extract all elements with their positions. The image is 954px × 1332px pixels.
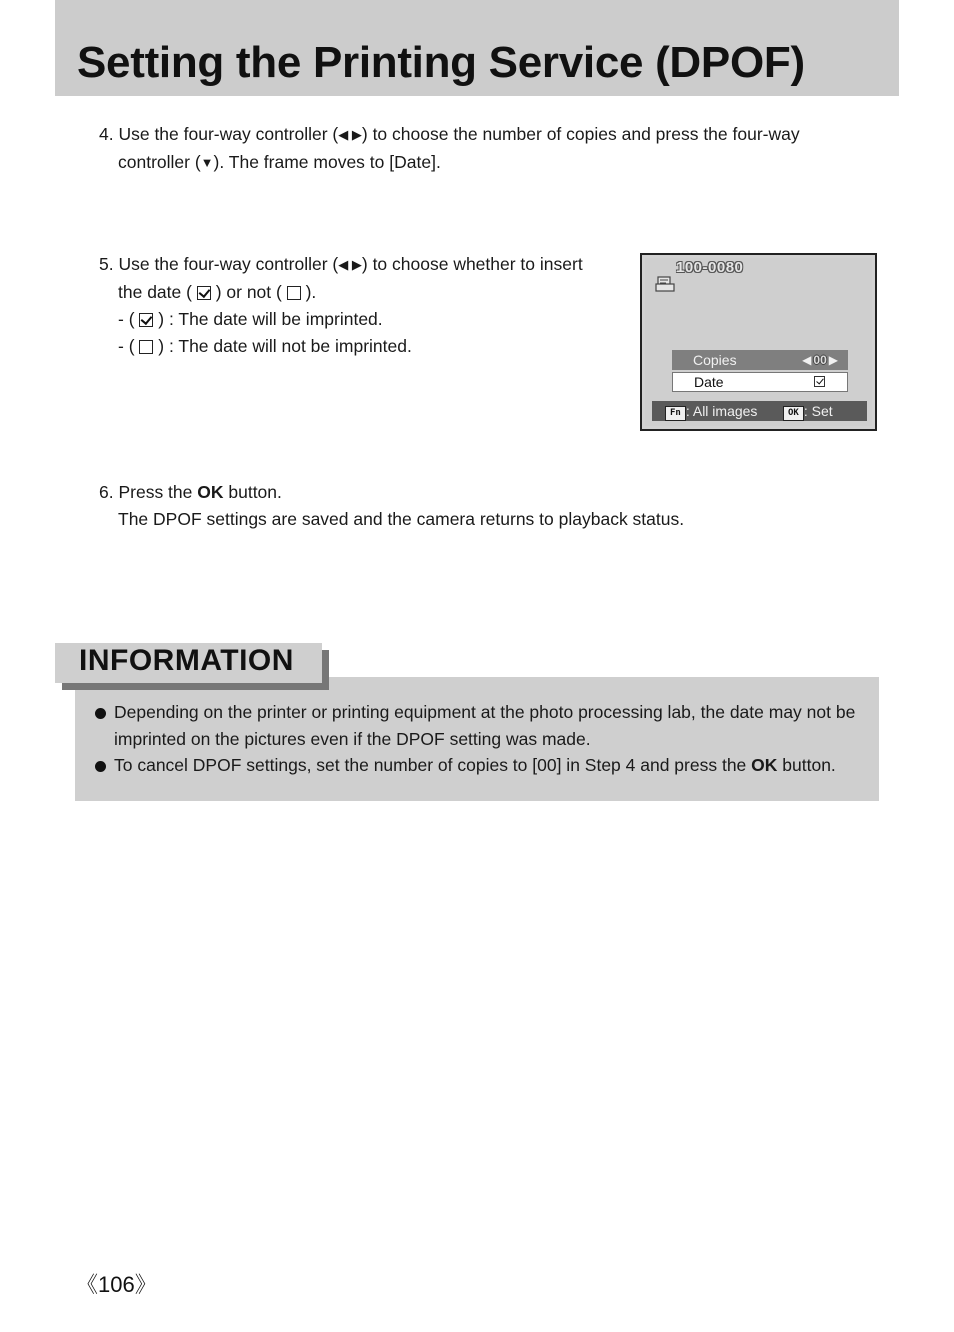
step-5-text: 5. Use the four-way controller ( [99, 254, 339, 274]
step-5-line-2 [99, 279, 583, 306]
step-5-text: ) to choose whether to insert [361, 254, 583, 274]
bullet-2-line-1 [95, 752, 836, 779]
step-5-line-3 [99, 306, 583, 333]
menu-row-date[interactable] [672, 372, 848, 392]
checked-box-icon [197, 286, 211, 300]
step-4-line-1 [99, 121, 800, 149]
step-5-text: - ( [118, 309, 135, 329]
left-right-arrow-icon: ◀ ▶ [338, 257, 362, 272]
camera-footer-bar [652, 401, 867, 421]
title-bar [55, 0, 899, 96]
step-4-text: 4. Use the four-way controller ( [99, 124, 339, 144]
down-arrow-icon: ▼ [200, 155, 214, 170]
file-number: 100-0080 [676, 259, 744, 276]
step-5-text: - ( [118, 336, 135, 356]
step-5-text: ) : The date will not be imprinted. [158, 336, 412, 356]
step-5-line-1 [99, 251, 583, 279]
ok-hint-text: : Set [803, 403, 833, 419]
ok-button-label: OK [197, 482, 224, 502]
dpof-printer-icon [655, 275, 677, 293]
step-5-line-4 [99, 333, 583, 360]
ok-hint [783, 401, 833, 421]
bullet-1-line-1: Depending on the printer or printing equipment at the photo processing lab, the date may not be [114, 702, 856, 722]
camera-lcd-screen [640, 253, 877, 431]
step-6-line-2: The DPOF settings are saved and the camera returns to playback status. [118, 509, 685, 529]
empty-box-icon [139, 340, 153, 354]
step-5 [99, 251, 583, 360]
copies-label: Copies [693, 352, 737, 368]
copies-stepper[interactable] [802, 350, 838, 370]
page-title: Setting the Printing Service (DPOF) [77, 38, 805, 87]
information-box [75, 677, 879, 801]
page-number: 《106》 [76, 1272, 157, 1297]
date-checkbox[interactable] [814, 376, 825, 387]
step-5-text: ). [305, 282, 317, 302]
ok-key-icon: OK [783, 406, 804, 421]
copies-value: 00 [813, 353, 827, 367]
step-4-line-2 [99, 149, 800, 177]
information-tab [55, 643, 322, 683]
bullet-dot-icon [95, 761, 106, 772]
step-4-text: controller ( [118, 152, 201, 172]
checked-box-icon [139, 313, 153, 327]
information-title: INFORMATION [79, 644, 294, 677]
bullet-2-text: To cancel DPOF settings, set the number of copies to [00] in Step 4 and press the [114, 755, 752, 775]
fn-hint [665, 401, 757, 421]
step-6 [99, 479, 684, 533]
information-bullet-1 [95, 699, 855, 752]
step-5-text: ) or not ( [215, 282, 282, 302]
fn-key-icon: Fn [665, 406, 686, 421]
right-arrow-icon: ▶ [828, 353, 838, 367]
date-label: Date [694, 374, 724, 390]
step-6-text: 6. Press the [99, 482, 198, 502]
step-4 [99, 121, 800, 177]
menu-row-copies[interactable] [672, 350, 848, 370]
fn-hint-text: : All images [685, 403, 758, 419]
step-5-text: the date ( [118, 282, 192, 302]
step-4-text: ). The frame moves to [Date]. [213, 152, 441, 172]
left-arrow-icon: ◀ [802, 353, 812, 367]
step-4-text: ) to choose the number of copies and press the four-way [361, 124, 800, 144]
bullet-2-text: button. [777, 755, 836, 775]
left-right-arrow-icon: ◀ ▶ [338, 127, 362, 142]
camera-lcd-inner [645, 258, 872, 426]
information-bullet-2 [95, 752, 836, 779]
step-6-line-1 [99, 479, 684, 506]
ok-button-label: OK [751, 755, 778, 775]
step-6-text: button. [223, 482, 282, 502]
empty-box-icon [287, 286, 301, 300]
step-5-text: ) : The date will be imprinted. [158, 309, 383, 329]
bullet-dot-icon [95, 708, 106, 719]
bullet-1-line-2: imprinted on the pictures even if the DPOF setting was made. [114, 728, 591, 749]
